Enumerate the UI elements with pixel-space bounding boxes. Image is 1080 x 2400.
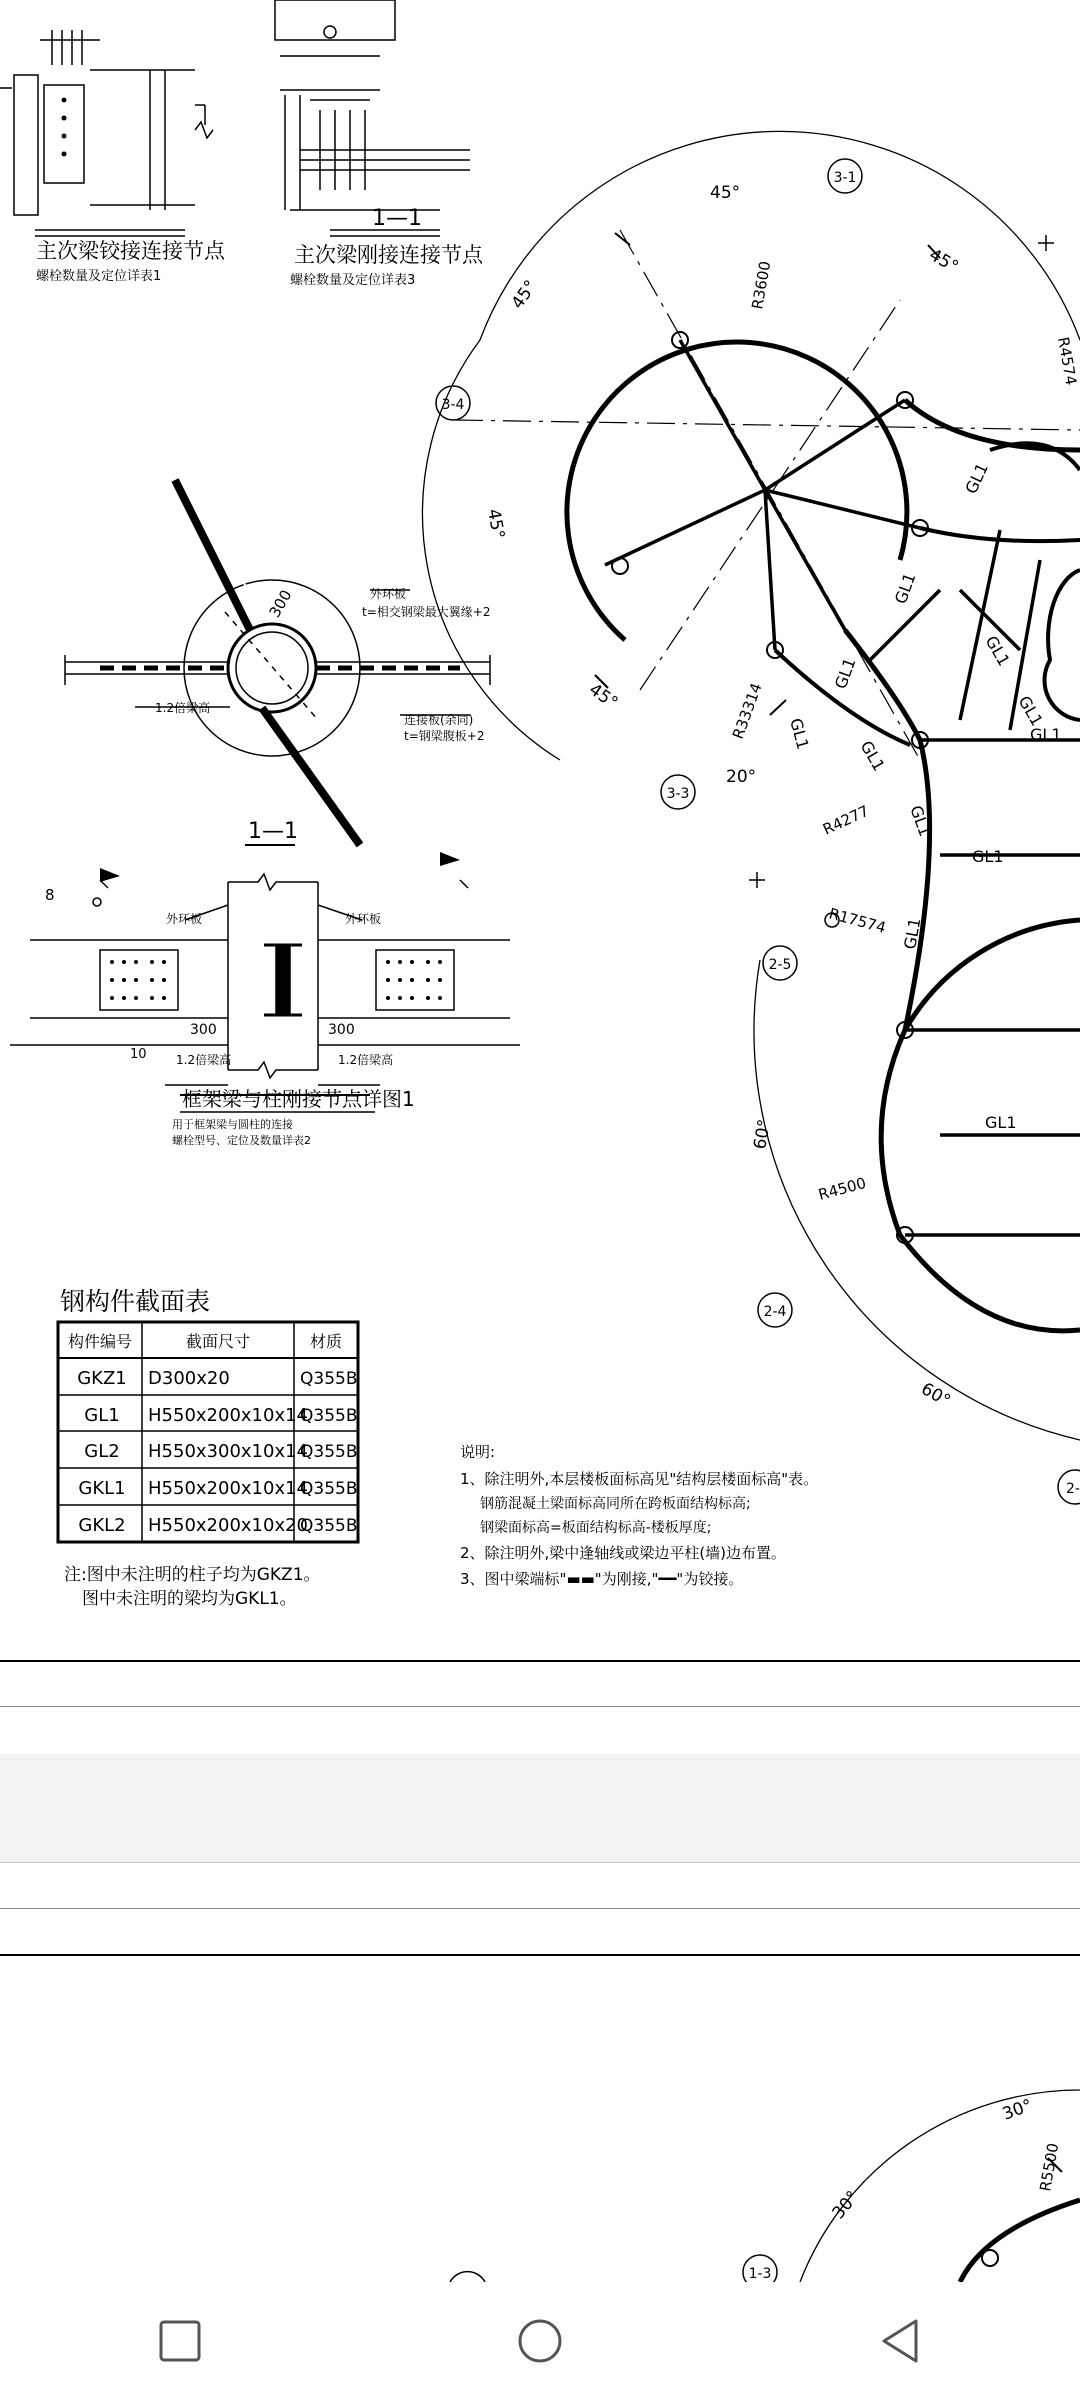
table-cell: H550x300x10x14	[148, 1441, 309, 1462]
table-cell: H550x200x10x20	[148, 1515, 309, 1536]
table-cell: Q355B	[300, 1406, 358, 1426]
angle-label: 45°	[483, 507, 509, 541]
rigid-note: 螺栓数量及定位详表3	[290, 273, 416, 288]
home-button[interactable]	[495, 2296, 585, 2386]
hinged-connection-detail	[0, 30, 213, 236]
ring-connect-plate: 连接板(余同)	[404, 713, 474, 727]
beam-label: GL1	[890, 570, 920, 607]
table-cell: GKL2	[78, 1515, 126, 1536]
page-divider	[0, 1706, 1080, 1707]
radius-r5500: R5500	[1036, 2141, 1063, 2193]
triangle-icon	[878, 2318, 922, 2364]
frame-outer-plate-left: 外环板	[166, 912, 203, 926]
angle-label: 45°	[710, 183, 741, 203]
table-header-material: 材质	[309, 1332, 343, 1351]
rigid-connection-detail	[275, 0, 470, 236]
ring-dim-12: 1.2倍梁高	[155, 701, 211, 715]
back-button[interactable]	[855, 2296, 945, 2386]
frame-dim-12-right: 1.2倍梁高	[338, 1053, 394, 1067]
radius-r4574: R4574	[1054, 335, 1080, 387]
beam-label: GL1	[830, 655, 860, 692]
table-cell: D300x20	[148, 1368, 230, 1389]
beam-label: GL1	[981, 632, 1014, 670]
page-divider	[0, 1954, 1080, 1956]
frame-title: 框架梁与柱刚接节点详图1	[182, 1087, 415, 1111]
beam-label: GL1	[972, 847, 1004, 866]
frame-dim-8: 8	[45, 886, 55, 904]
angle-label: 30°	[828, 2187, 864, 2224]
steel-table-title: 钢构件截面表	[60, 1287, 211, 1316]
radius-r3600: R3600	[748, 259, 775, 311]
table-note-1: 注:图中未注明的柱子均为GKZ1。	[64, 1565, 321, 1585]
table-header-code: 构件编号	[67, 1332, 133, 1351]
beam-label: GL1	[961, 460, 992, 497]
ring-section-label: 1—1	[248, 819, 298, 844]
table-header-size: 截面尺寸	[185, 1332, 251, 1351]
navigation-bar	[0, 2282, 1080, 2400]
hinged-note: 螺栓数量及定位详表1	[36, 269, 162, 284]
ring-connect-plate-t: t=钢梁腹板+2	[404, 729, 485, 743]
ring-outer-plate: 外环板	[370, 587, 407, 601]
notes-line-1: 1、除注明外,本层楼板面标高见"结构层楼面标高"表。	[460, 1470, 819, 1488]
table-note-2: 图中未注明的梁均为GKL1。	[82, 1589, 297, 1609]
axis-3-4: 3-4	[441, 397, 465, 413]
table-cell: GL1	[84, 1405, 120, 1426]
notes-heading: 说明:	[460, 1443, 496, 1461]
frame-dim-300-right: 300	[328, 1022, 355, 1038]
page-divider	[0, 1908, 1080, 1909]
beam-label: GL1	[786, 716, 813, 752]
radius-r33314: R33314	[728, 680, 766, 742]
recent-apps-button[interactable]	[135, 2296, 225, 2386]
table-cell: GKL1	[78, 1478, 126, 1499]
beam-label: GL1	[906, 802, 935, 839]
table-cell: GL2	[84, 1441, 120, 1462]
frame-dim-12-left: 1.2倍梁高	[176, 1053, 232, 1067]
ring-outer-plate-t: t=相交钢梁最大翼缘+2	[362, 605, 491, 619]
axis-3-3: 3-3	[666, 786, 690, 802]
square-icon	[158, 2319, 202, 2363]
notes-line-4: 2、除注明外,梁中逢轴线或梁边平柱(墙)边布置。	[460, 1544, 787, 1562]
angle-label: 60°	[750, 1117, 776, 1151]
angle-label: 20°	[726, 767, 757, 787]
axis-2-5: 2-5	[768, 957, 792, 973]
table-cell: Q355B	[300, 1442, 358, 1462]
rigid-section-label: 1—1	[372, 206, 422, 231]
frame-dim-300-left: 300	[190, 1022, 217, 1038]
radius-r17574: R17574	[826, 904, 888, 937]
table-cell: Q355B	[300, 1369, 358, 1389]
circle-icon	[517, 2318, 563, 2364]
frame-dim-10: 10	[130, 1047, 147, 1062]
radius-r4277: R4277	[820, 801, 872, 839]
page-divider	[0, 1862, 1080, 1863]
beam-label: GL1	[856, 737, 889, 775]
axis-1-3: 1-3	[748, 2266, 772, 2282]
table-cell: Q355B	[300, 1516, 358, 1536]
beam-label: GL1	[985, 1113, 1017, 1132]
table-cell: H550x200x10x14	[148, 1405, 309, 1426]
beam-label: GL1	[1014, 692, 1047, 730]
angle-label: 45°	[585, 679, 622, 714]
page-divider	[0, 1660, 1080, 1662]
rigid-title: 主次梁刚接连接节点	[294, 243, 483, 267]
page-gap	[0, 1754, 1080, 1862]
angle-label: 45°	[925, 245, 962, 278]
angle-label: 45°	[507, 276, 542, 313]
axis-3-1: 3-1	[833, 170, 857, 186]
angle-label: 60°	[917, 1379, 954, 1412]
frame-beam-column-detail	[10, 874, 520, 1095]
ring-dim-300: 300	[265, 586, 296, 621]
floor-plan	[422, 131, 1080, 2282]
notes-line-2: 钢筋混凝土梁面标高同所在跨板面结构标高;	[480, 1496, 751, 1512]
axis-2-4: 2-4	[763, 1304, 787, 1320]
hinged-title: 主次梁铰接连接节点	[36, 239, 225, 263]
steel-table	[58, 1322, 358, 1542]
frame-note1: 用于框架梁与圆柱的连接	[172, 1118, 293, 1131]
beam-label: GL1	[1030, 725, 1062, 744]
table-cell: GKZ1	[77, 1368, 127, 1389]
axis-2-partial: 2-	[1066, 1481, 1080, 1497]
angle-label: 30°	[999, 2095, 1036, 2125]
radius-r4500: R4500	[816, 1173, 868, 1204]
ring-plate-detail	[65, 475, 490, 845]
frame-note2: 螺栓型号、定位及数量详表2	[172, 1134, 311, 1147]
table-cell: Q355B	[300, 1479, 358, 1499]
notes-line-3: 钢梁面标高=板面结构标高-楼板厚度;	[480, 1520, 712, 1536]
beam-label: GL1	[900, 916, 925, 951]
frame-outer-plate-right: 外环板	[345, 912, 382, 926]
table-cell: H550x200x10x14	[148, 1478, 309, 1499]
notes-line-5: 3、图中梁端标"▬▬"为刚接,"━━"为铰接。	[460, 1570, 744, 1588]
